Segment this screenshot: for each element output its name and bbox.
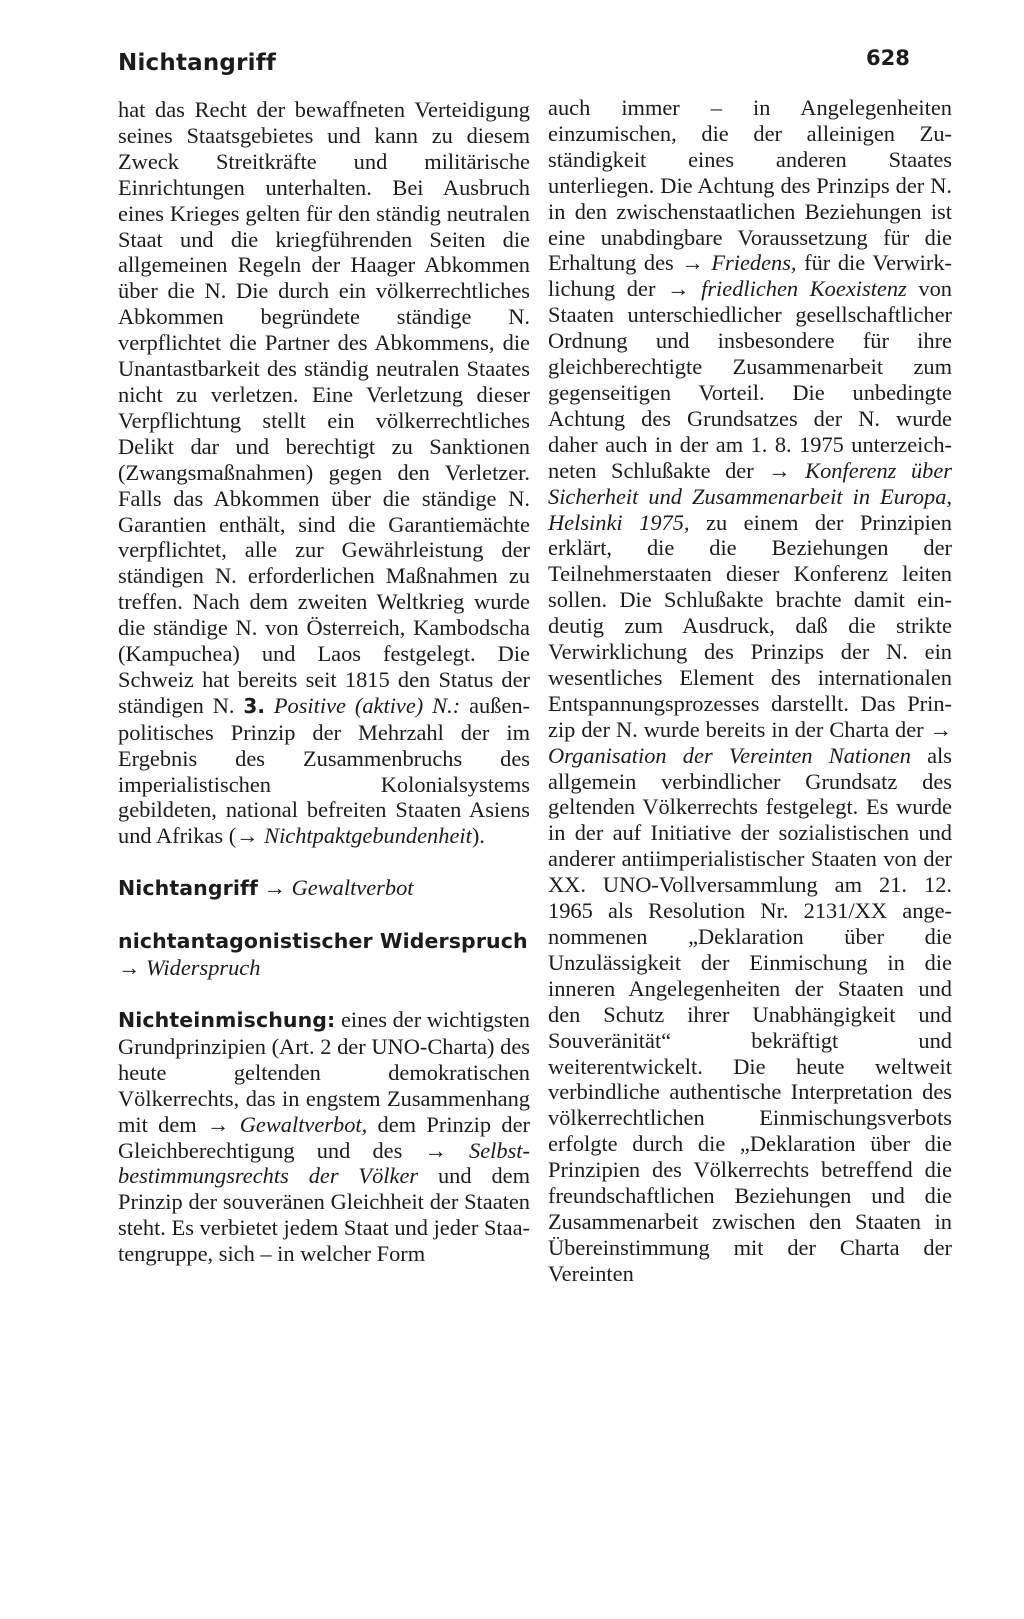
section-number: 3. [243,693,265,718]
cross-reference-link[interactable]: friedlichen Koexistenz [689,276,907,302]
entry-headword: Nichtangriff [118,876,259,901]
cross-reference-link[interactable]: Widerspruch [146,955,261,981]
cross-reference-arrow-icon: → [236,823,259,849]
body-text: von Staaten unterschiedlicher gesellschaftlicher Ordnung und insbesondere für ihre gleichberechtigte Zusammenarbeit zum gegenseitigen Vorteil. Die unbedingte Achtung des Grundsatzes der N. wurde daher auch in der am 1. 8. 1975 unterzeichneten Schlußakte der [548,276,953,483]
body-text: hat das Recht der bewaffneten Verteidigung seines Staatsgebietes und kann zu diesem Zweck Streitkräfte und militärische Einrichtungen unterhalten. Bei Ausbruch eines Krieges gelten für den ständig neutralen Staat und die kriegführenden Seiten die allgemeinen Regeln der Haager Abkommen über die N. Die durch ein völkerrechtliches Abkommen begründete ständige N. verpflichtet die Partner des Abkommens, die Unantastbarkeit des ständig neutralen Staates nicht zu verletzen. Eine Verletzung dieser Verpflichtung stellt ein völkerrechtliches Delikt dar und berechtigt zu Sanktionen (Zwangsmaßnahmen) gegen den Verletzer. Falls das Abkommen über die ständige N. Garantien enthält, sind die Garantiemächte verpflichtet, alle zur Gewährleistung der ständigen N. erforderlichen Maßnahmen zu treffen. Nach dem zweiten Weltkrieg wurde die ständige N. von Österreich, Kambodscha (Kampuchea) und Laos festgelegt. Die Schweiz hat bereits seit 1815 den Status der ständigen N. [118,97,530,718]
page-number: 628 [866,46,910,70]
body-text: für die Verwirklichung der [548,250,952,302]
entry-headword: Nichteinmischung: [118,1008,336,1032]
left-column [118,97,530,1267]
body-text: ). [471,823,485,849]
body-text: dem Prinzip der Gleichberechtigung und des [118,1111,530,1163]
cross-reference-link[interactable]: Nichtpaktgebundenheit [258,823,472,849]
subheading-italic: Positive (aktive) N.: [273,692,461,718]
entry-headword: nichtantagonistischer Widerspruch [118,929,528,954]
cross-reference-arrow-icon: → [681,250,704,276]
entry-nichtantagonistischer-widerspruch [118,928,530,981]
body-text: außenpolitisches Prinzip der Mehrzahl der im Ergebnis des Zusammenbruchs des imperialistischen Kolonialsystems gebildeten, national befreiten Staaten Asiens und Afrikas ( [118,692,530,849]
entry-nichteinmischung [118,1007,530,1267]
cross-reference-link[interactable]: Gewaltverbot, [229,1111,368,1137]
right-column [548,95,952,1287]
entry-nichtangriff [118,875,530,902]
cross-reference-arrow-icon: → [118,955,146,981]
body-text: und dem Prinzip der souveränen Gleichheit der Staaten steht. Es verbietet jedem Staat und jeder Staatengruppe, sich – in welcher Form [118,1163,530,1267]
cross-reference-arrow-icon: → [768,457,791,483]
cross-reference-link[interactable]: Gewaltverbot [291,875,414,901]
cross-reference-link[interactable]: Konferenz über Sicherheit und Zusammenarbeit in Europa, Helsinki 1975, [548,457,952,535]
cross-reference-link[interactable]: Organisation der Vereinten Nationen [548,742,911,768]
running-head: Nichtangriff [118,50,277,76]
cross-reference-arrow-icon: → [258,875,292,901]
cross-reference-link[interactable]: Friedens, [703,250,797,276]
cross-reference-arrow-icon: → [667,276,690,302]
body-text: auch immer – in Angelegenheiten einzumischen, die der alleinigen Zuständigkeit eines anderen Staates unterliegen. Die Achtung des Prinzips der N. in den zwischenstaatlichen Beziehungen ist eine unabdingbare Voraussetzung für die Erhaltung des [548,95,952,276]
paragraph-continued [548,95,952,1287]
body-text: zu einem der Prinzipien erklärt, die die Beziehungen der Teilnehmerstaaten dieser Konferenz leiten sollen. Die Schlußakte brachte damit eindeutig zum Ausdruck, daß die strikte Verwirklichung des Prinzips der N. ein wesentliches Element des internationalen Entspannungsprozesses darstellt. Das Prinzip der N. wurde bereits in der Charta der [548,509,952,742]
cross-reference-arrow-icon: → [207,1111,230,1137]
cross-reference-arrow-icon: → [424,1137,447,1163]
body-text: als allgemein verbindlicher Grundsatz des geltenden Völkerrechts festgelegt. Es wurde in der auf Initiative der sozialistischen und anderer antiimperialistischer Staaten von der XX. UNO-Vollversammlung am 21. 12. 1965 als Resolution Nr. 2131/XX angenommenen „Deklaration über die Unzulässigkeit der Einmischung in die inneren Angelegenheiten der Staaten und den Schutz ihrer Unabhängigkeit und Souveränität“ bekräftigt und weiterentwickelt. Die heute weltweit verbindliche authentische Interpretation des völkerrechtlichen Einmischungsverbots erfolgte durch die „Deklaration über die Prinzipien des Völkerrechts betreffend die freundschaftlichen Beziehungen und die Zusammenarbeit zwischen den Staaten in Übereinstimmung mit der Charta der Vereinten [548,742,952,1286]
body-text: eines der wichtigsten Grundprinzipien (Art. 2 der UNO-Charta) des heute geltenden demokratischen Völkerrechts, das in engstem Zusammenhang mit dem [118,1007,530,1137]
paragraph-continued [118,97,530,849]
cross-reference-arrow-icon: → [929,716,952,742]
cross-reference-link[interactable]: Selbstbestimmungsrechts der Völker [118,1137,530,1189]
